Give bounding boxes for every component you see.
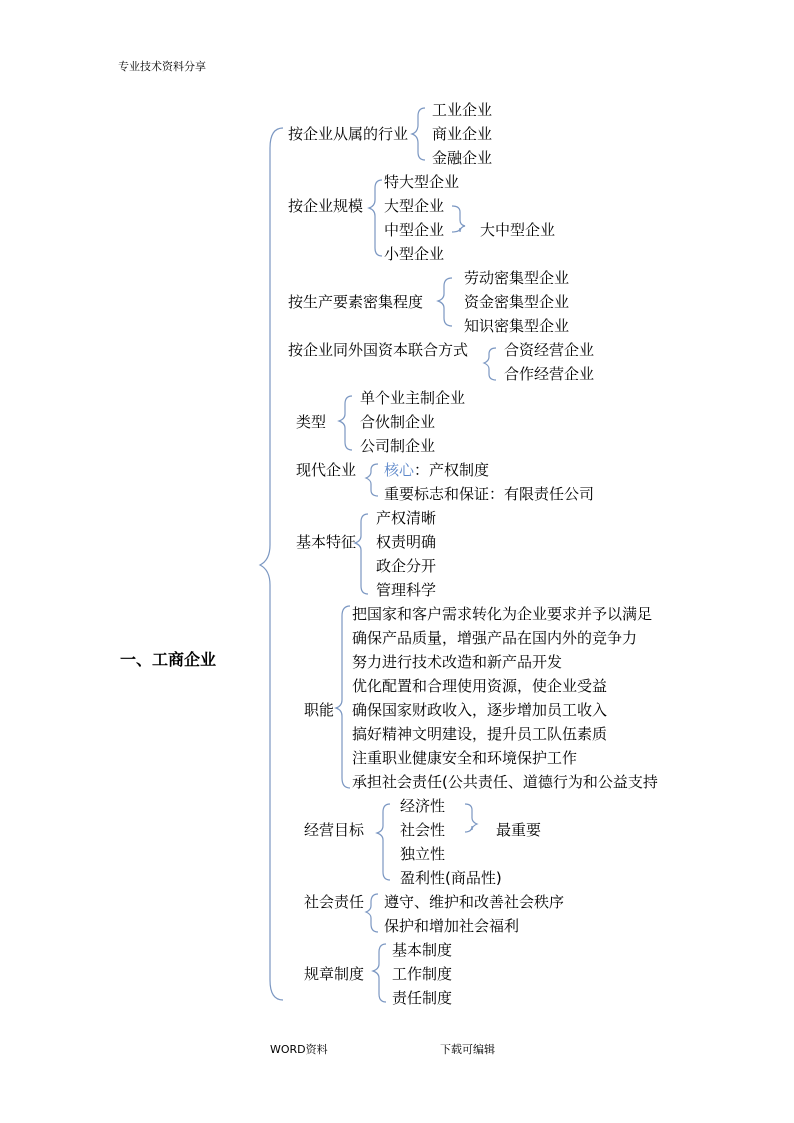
footer-right: 下载可编辑: [440, 1043, 495, 1056]
features-item: 权责明确: [376, 533, 437, 551]
industry-item: 金融企业: [432, 149, 493, 167]
type-item: 合伙制企业: [360, 413, 436, 431]
rules-item: 工作制度: [392, 965, 453, 983]
goals-label: 经营目标: [304, 821, 365, 839]
type-item: 公司制企业: [360, 437, 436, 455]
brace-foreign: [484, 348, 496, 380]
rules-item: 基本制度: [392, 941, 453, 959]
brace-type: [339, 396, 352, 450]
features-label: 基本特征: [296, 533, 357, 551]
foreign-item: 合作经营企业: [504, 365, 595, 383]
modern-core-value: ：产权制度: [414, 461, 490, 479]
functions-item: 搞好精神文明建设，提升员工队伍素质: [352, 725, 608, 743]
features-item: 产权清晰: [376, 509, 437, 527]
page-header: 专业技术资料分享: [118, 60, 206, 73]
goals-item: 经济性: [400, 797, 446, 815]
functions-item: 承担社会责任(公共责任、道德行为和公益支持: [352, 773, 658, 791]
goals-item: 盈利性(商品性): [400, 869, 502, 887]
features-item: 政企分开: [376, 557, 437, 575]
goals-group-label: 最重要: [496, 821, 542, 839]
functions-item: 把国家和客户需求转化为企业要求并予以满足: [352, 605, 653, 623]
social-label: 社会责任: [304, 893, 365, 911]
factor-item: 劳动密集型企业: [464, 269, 570, 287]
scale-item: 小型企业: [384, 245, 445, 263]
goals-item: 独立性: [400, 845, 446, 863]
modern-core: [384, 460, 489, 480]
brace-social: [366, 894, 378, 932]
brace-modern: [366, 464, 378, 496]
brace-functions: [336, 606, 350, 788]
functions-label: 职能: [304, 701, 335, 719]
scale-group-label: 大中型企业: [480, 221, 556, 239]
factor-item: 资金密集型企业: [464, 293, 570, 311]
industry-item: 工业企业: [432, 101, 493, 119]
modern-core-keyword: 核心: [384, 461, 415, 479]
brace-factor: [438, 278, 452, 326]
modern-item: 重要标志和保证：有限责任公司: [384, 485, 595, 503]
scale-item: 中型企业: [384, 221, 445, 239]
social-item: 遵守、维护和改善社会秩序: [384, 893, 565, 911]
functions-item: 优化配置和合理使用资源，使企业受益: [352, 677, 608, 695]
brace-features: [355, 514, 368, 594]
industry-label: 按企业从属的行业: [288, 125, 409, 143]
modern-label: 现代企业: [296, 461, 357, 479]
goals-item: 社会性: [400, 821, 446, 839]
rules-label: 规章制度: [304, 965, 365, 983]
foreign-label: 按企业同外国资本联合方式: [288, 341, 469, 359]
type-label: 类型: [296, 413, 327, 431]
features-item: 管理科学: [376, 581, 437, 599]
rules-item: 责任制度: [392, 989, 453, 1007]
factor-label: 按生产要素密集程度: [288, 293, 424, 311]
functions-item: 确保产品质量，增强产品在国内外的竞争力: [352, 629, 638, 647]
industry-item: 商业企业: [432, 125, 493, 143]
foreign-item: 合资经营企业: [504, 341, 595, 359]
functions-item: 注重职业健康安全和环境保护工作: [352, 749, 578, 767]
functions-item: 努力进行技术改造和新产品开发: [352, 653, 563, 671]
brace-goals-group: [465, 804, 477, 832]
social-item: 保护和增加社会福利: [384, 917, 520, 935]
brace-rules: [373, 944, 386, 1002]
functions-item: 确保国家财政收入，逐步增加员工收入: [352, 701, 608, 719]
type-item: 单个业主制企业: [360, 389, 466, 407]
scale-item: 大型企业: [384, 197, 445, 215]
root-node: 一、工商企业: [120, 650, 217, 669]
brace-industry: [412, 108, 425, 160]
brace-scale-group: [452, 206, 465, 232]
main-brace: [260, 128, 283, 1000]
brace-goals: [377, 804, 390, 880]
scale-label: 按企业规模: [288, 197, 364, 215]
scale-item: 特大型企业: [384, 173, 460, 191]
footer-left: WORD资料: [270, 1043, 328, 1056]
brace-scale: [369, 180, 382, 256]
factor-item: 知识密集型企业: [464, 317, 570, 335]
